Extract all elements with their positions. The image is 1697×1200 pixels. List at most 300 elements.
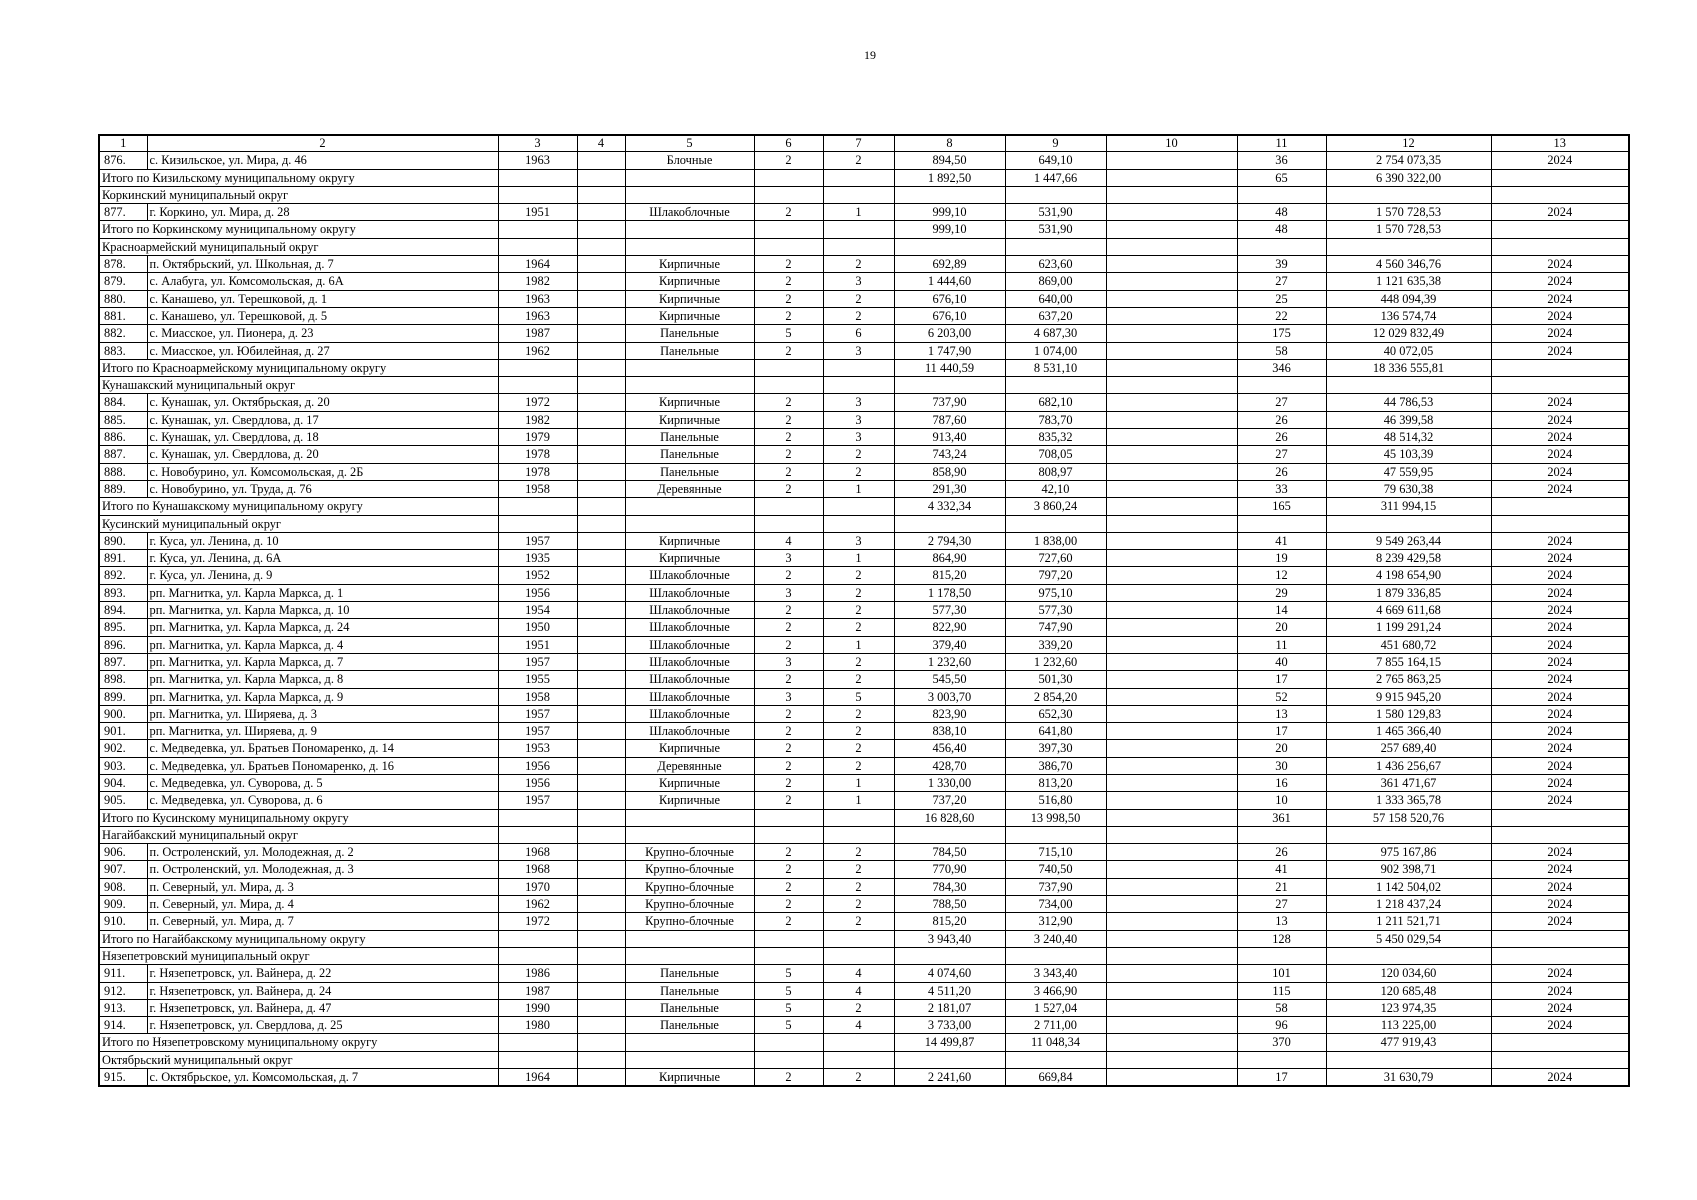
entrances: 2	[823, 619, 894, 636]
cost: 1 218 437,24	[1326, 896, 1491, 913]
wall-material: Кирпичные	[625, 394, 754, 411]
empty-cell	[894, 515, 1005, 532]
empty-cell	[1491, 186, 1629, 203]
total-area: 2 181,07	[894, 999, 1005, 1016]
entrances: 2	[823, 999, 894, 1016]
floors: 2	[754, 480, 823, 497]
residents: 29	[1237, 584, 1326, 601]
living-area: 397,30	[1005, 740, 1106, 757]
address: рп. Магнитка, ул. Карла Маркса, д. 10	[147, 602, 498, 619]
subtotal-value	[823, 1034, 894, 1051]
residents: 58	[1237, 999, 1326, 1016]
subtotal-value	[498, 498, 577, 515]
total-area: 913,40	[894, 429, 1005, 446]
subtotal-value	[823, 930, 894, 947]
floors: 2	[754, 290, 823, 307]
cost: 1 570 728,53	[1326, 204, 1491, 221]
entrances: 6	[823, 325, 894, 342]
table-row	[99, 896, 1629, 913]
column-number: 11	[1237, 135, 1326, 152]
row-number: 906.	[99, 844, 147, 861]
floors: 2	[754, 705, 823, 722]
col-4	[577, 792, 625, 809]
col-10	[1106, 844, 1237, 861]
table-row	[99, 723, 1629, 740]
row-number: 894.	[99, 602, 147, 619]
total-area: 1 232,60	[894, 653, 1005, 670]
living-area: 808,97	[1005, 463, 1106, 480]
year-built: 1968	[498, 844, 577, 861]
subtotal-value	[1106, 809, 1237, 826]
table-row	[99, 982, 1629, 999]
year-planned: 2024	[1491, 446, 1629, 463]
empty-cell	[1106, 186, 1237, 203]
subtotal-value	[1491, 1034, 1629, 1051]
year-built: 1990	[498, 999, 577, 1016]
table-row	[99, 619, 1629, 636]
empty-cell	[1326, 947, 1491, 964]
subtotal-value	[823, 809, 894, 826]
subtotal-value	[498, 930, 577, 947]
residents: 48	[1237, 204, 1326, 221]
total-area: 456,40	[894, 740, 1005, 757]
floors: 2	[754, 307, 823, 324]
col-4	[577, 1017, 625, 1034]
year-planned: 2024	[1491, 429, 1629, 446]
table-row	[99, 602, 1629, 619]
col-10	[1106, 913, 1237, 930]
address: п. Северный, ул. Мира, д. 4	[147, 896, 498, 913]
address: с. Кунашак, ул. Октябрьская, д. 20	[147, 394, 498, 411]
year-built: 1951	[498, 204, 577, 221]
living-area: 2 854,20	[1005, 688, 1106, 705]
living-area: 813,20	[1005, 774, 1106, 791]
entrances: 3	[823, 532, 894, 549]
entrances: 3	[823, 411, 894, 428]
empty-cell	[823, 186, 894, 203]
col-10	[1106, 705, 1237, 722]
wall-material: Кирпичные	[625, 273, 754, 290]
table-row	[99, 204, 1629, 221]
address: г. Нязепетровск, ул. Вайнера, д. 22	[147, 965, 498, 982]
floors: 3	[754, 550, 823, 567]
column-number-row	[99, 135, 1629, 152]
cost: 361 471,67	[1326, 774, 1491, 791]
col-10	[1106, 152, 1237, 169]
row-number: 899.	[99, 688, 147, 705]
col-10	[1106, 602, 1237, 619]
year-planned: 2024	[1491, 861, 1629, 878]
entrances: 2	[823, 671, 894, 688]
address: г. Нязепетровск, ул. Вайнера, д. 47	[147, 999, 498, 1016]
wall-material: Шлакоблочные	[625, 636, 754, 653]
entrances: 3	[823, 429, 894, 446]
entrances: 1	[823, 480, 894, 497]
wall-material: Крупно-блочные	[625, 913, 754, 930]
table-row	[99, 671, 1629, 688]
year-planned: 2024	[1491, 896, 1629, 913]
year-built: 1963	[498, 152, 577, 169]
empty-cell	[894, 238, 1005, 255]
floors: 2	[754, 792, 823, 809]
empty-cell	[1237, 515, 1326, 532]
subtotal-value: 57 158 520,76	[1326, 809, 1491, 826]
col-10	[1106, 325, 1237, 342]
empty-cell	[754, 826, 823, 843]
wall-material: Шлакоблочные	[625, 584, 754, 601]
row-number: 911.	[99, 965, 147, 982]
empty-cell	[625, 947, 754, 964]
address: с. Новобурино, ул. Комсомольская, д. 2Б	[147, 463, 498, 480]
table-row	[99, 152, 1629, 169]
address: п. Остроленский, ул. Молодежная, д. 2	[147, 844, 498, 861]
table-row	[99, 653, 1629, 670]
total-area: 743,24	[894, 446, 1005, 463]
year-planned: 2024	[1491, 463, 1629, 480]
empty-cell	[823, 1051, 894, 1068]
cost: 4 669 611,68	[1326, 602, 1491, 619]
empty-cell	[754, 186, 823, 203]
col-4	[577, 411, 625, 428]
subtotal-row	[99, 359, 1629, 376]
col-10	[1106, 619, 1237, 636]
floors: 5	[754, 1017, 823, 1034]
subtotal-label: Итого по Кунашакскому муниципальному округу	[99, 498, 498, 515]
empty-cell	[894, 1051, 1005, 1068]
entrances: 4	[823, 982, 894, 999]
table-row	[99, 861, 1629, 878]
table-row	[99, 740, 1629, 757]
row-number: 882.	[99, 325, 147, 342]
living-area: 386,70	[1005, 757, 1106, 774]
empty-cell	[1106, 238, 1237, 255]
living-area: 312,90	[1005, 913, 1106, 930]
floors: 2	[754, 913, 823, 930]
address: с. Кизильское, ул. Мира, д. 46	[147, 152, 498, 169]
district-name: Кунашакский муниципальный округ	[99, 377, 498, 394]
living-area: 783,70	[1005, 411, 1106, 428]
year-built: 1979	[498, 429, 577, 446]
empty-cell	[1491, 947, 1629, 964]
col-10	[1106, 723, 1237, 740]
empty-cell	[625, 186, 754, 203]
residents: 33	[1237, 480, 1326, 497]
cost: 113 225,00	[1326, 1017, 1491, 1034]
living-area: 637,20	[1005, 307, 1106, 324]
table-row	[99, 792, 1629, 809]
row-number: 897.	[99, 653, 147, 670]
wall-material: Кирпичные	[625, 1069, 754, 1087]
floors: 2	[754, 671, 823, 688]
entrances: 3	[823, 394, 894, 411]
col-10	[1106, 1017, 1237, 1034]
floors: 5	[754, 999, 823, 1016]
col-4	[577, 723, 625, 740]
row-number: 912.	[99, 982, 147, 999]
row-number: 878.	[99, 256, 147, 273]
residents: 27	[1237, 273, 1326, 290]
wall-material: Шлакоблочные	[625, 688, 754, 705]
year-built: 1952	[498, 567, 577, 584]
subtotal-value: 14 499,87	[894, 1034, 1005, 1051]
table-row	[99, 688, 1629, 705]
subtotal-value	[754, 930, 823, 947]
year-built: 1982	[498, 411, 577, 428]
col-4	[577, 653, 625, 670]
subtotal-value: 165	[1237, 498, 1326, 515]
entrances: 2	[823, 878, 894, 895]
subtotal-value: 531,90	[1005, 221, 1106, 238]
address: с. Алабуга, ул. Комсомольская, д. 6А	[147, 273, 498, 290]
floors: 2	[754, 602, 823, 619]
row-number: 903.	[99, 757, 147, 774]
living-area: 516,80	[1005, 792, 1106, 809]
cost: 46 399,58	[1326, 411, 1491, 428]
district-header-row	[99, 515, 1629, 532]
address: рп. Магнитка, ул. Карла Маркса, д. 24	[147, 619, 498, 636]
year-planned: 2024	[1491, 723, 1629, 740]
year-planned: 2024	[1491, 619, 1629, 636]
cost: 44 786,53	[1326, 394, 1491, 411]
col-10	[1106, 774, 1237, 791]
table-row	[99, 705, 1629, 722]
entrances: 1	[823, 550, 894, 567]
year-built: 1958	[498, 480, 577, 497]
empty-cell	[498, 826, 577, 843]
wall-material: Крупно-блочные	[625, 878, 754, 895]
col-4	[577, 688, 625, 705]
residents: 16	[1237, 774, 1326, 791]
residents: 27	[1237, 896, 1326, 913]
year-planned: 2024	[1491, 653, 1629, 670]
floors: 4	[754, 532, 823, 549]
living-area: 623,60	[1005, 256, 1106, 273]
year-built: 1957	[498, 792, 577, 809]
cost: 1 580 129,83	[1326, 705, 1491, 722]
empty-cell	[1237, 947, 1326, 964]
entrances: 2	[823, 896, 894, 913]
column-number: 7	[823, 135, 894, 152]
entrances: 2	[823, 740, 894, 757]
entrances: 2	[823, 256, 894, 273]
year-built: 1955	[498, 671, 577, 688]
wall-material: Панельные	[625, 965, 754, 982]
row-number: 913.	[99, 999, 147, 1016]
subtotal-value: 361	[1237, 809, 1326, 826]
column-number: 13	[1491, 135, 1629, 152]
year-planned: 2024	[1491, 411, 1629, 428]
year-built: 1957	[498, 653, 577, 670]
wall-material: Кирпичные	[625, 307, 754, 324]
empty-cell	[1106, 515, 1237, 532]
floors: 3	[754, 688, 823, 705]
address: с. Кунашак, ул. Свердлова, д. 17	[147, 411, 498, 428]
cost: 1 121 635,38	[1326, 273, 1491, 290]
floors: 2	[754, 723, 823, 740]
empty-cell	[754, 238, 823, 255]
total-area: 999,10	[894, 204, 1005, 221]
empty-cell	[498, 186, 577, 203]
row-number: 885.	[99, 411, 147, 428]
total-area: 577,30	[894, 602, 1005, 619]
row-number: 907.	[99, 861, 147, 878]
col-4	[577, 550, 625, 567]
wall-material: Крупно-блочные	[625, 844, 754, 861]
row-number: 891.	[99, 550, 147, 567]
year-planned: 2024	[1491, 705, 1629, 722]
col-10	[1106, 636, 1237, 653]
residents: 20	[1237, 740, 1326, 757]
row-number: 884.	[99, 394, 147, 411]
table-body	[99, 135, 1629, 1086]
col-10	[1106, 861, 1237, 878]
total-area: 676,10	[894, 290, 1005, 307]
empty-cell	[1326, 826, 1491, 843]
floors: 2	[754, 636, 823, 653]
table-row	[99, 446, 1629, 463]
col-10	[1106, 653, 1237, 670]
year-built: 1978	[498, 446, 577, 463]
subtotal-value	[498, 359, 577, 376]
residents: 19	[1237, 550, 1326, 567]
living-area: 531,90	[1005, 204, 1106, 221]
subtotal-value: 4 332,34	[894, 498, 1005, 515]
living-area: 3 343,40	[1005, 965, 1106, 982]
wall-material: Кирпичные	[625, 256, 754, 273]
district-header-row	[99, 377, 1629, 394]
empty-cell	[625, 515, 754, 532]
floors: 2	[754, 411, 823, 428]
subtotal-value: 65	[1237, 169, 1326, 186]
subtotal-value: 18 336 555,81	[1326, 359, 1491, 376]
empty-cell	[1491, 515, 1629, 532]
subtotal-value	[754, 169, 823, 186]
total-area: 545,50	[894, 671, 1005, 688]
col-4	[577, 913, 625, 930]
residents: 40	[1237, 653, 1326, 670]
empty-cell	[823, 515, 894, 532]
row-number: 898.	[99, 671, 147, 688]
address: с. Кунашак, ул. Свердлова, д. 18	[147, 429, 498, 446]
table-row	[99, 965, 1629, 982]
row-number: 904.	[99, 774, 147, 791]
row-number: 909.	[99, 896, 147, 913]
wall-material: Кирпичные	[625, 740, 754, 757]
subtotal-value	[577, 359, 625, 376]
column-number: 10	[1106, 135, 1237, 152]
entrances: 1	[823, 774, 894, 791]
table-row	[99, 878, 1629, 895]
col-4	[577, 204, 625, 221]
year-planned: 2024	[1491, 913, 1629, 930]
empty-cell	[1237, 238, 1326, 255]
empty-cell	[754, 1051, 823, 1068]
floors: 2	[754, 394, 823, 411]
subtotal-value	[1491, 359, 1629, 376]
address: с. Медведевка, ул. Братьев Пономаренко, д. 14	[147, 740, 498, 757]
table-row	[99, 290, 1629, 307]
cost: 47 559,95	[1326, 463, 1491, 480]
empty-cell	[625, 1051, 754, 1068]
subtotal-row	[99, 1034, 1629, 1051]
year-built: 1978	[498, 463, 577, 480]
subtotal-row	[99, 809, 1629, 826]
wall-material: Шлакоблочные	[625, 671, 754, 688]
entrances: 2	[823, 1069, 894, 1087]
district-header-row	[99, 238, 1629, 255]
residents: 21	[1237, 878, 1326, 895]
col-4	[577, 394, 625, 411]
row-number: 915.	[99, 1069, 147, 1087]
living-area: 640,00	[1005, 290, 1106, 307]
entrances: 2	[823, 567, 894, 584]
cost: 902 398,71	[1326, 861, 1491, 878]
col-4	[577, 602, 625, 619]
cost: 1 333 365,78	[1326, 792, 1491, 809]
subtotal-value	[1491, 498, 1629, 515]
living-area: 1 232,60	[1005, 653, 1106, 670]
address: с. Кунашак, ул. Свердлова, д. 20	[147, 446, 498, 463]
row-number: 900.	[99, 705, 147, 722]
living-area: 797,20	[1005, 567, 1106, 584]
residents: 22	[1237, 307, 1326, 324]
residents: 41	[1237, 532, 1326, 549]
residents: 20	[1237, 619, 1326, 636]
entrances: 2	[823, 913, 894, 930]
table-row	[99, 1069, 1629, 1087]
year-planned: 2024	[1491, 878, 1629, 895]
entrances: 2	[823, 152, 894, 169]
living-area: 4 687,30	[1005, 325, 1106, 342]
floors: 2	[754, 740, 823, 757]
col-4	[577, 325, 625, 342]
year-built: 1957	[498, 532, 577, 549]
floors: 2	[754, 273, 823, 290]
subtotal-value	[625, 359, 754, 376]
entrances: 3	[823, 273, 894, 290]
table-row	[99, 463, 1629, 480]
col-4	[577, 567, 625, 584]
entrances: 5	[823, 688, 894, 705]
table-row	[99, 273, 1629, 290]
year-planned: 2024	[1491, 844, 1629, 861]
col-4	[577, 896, 625, 913]
col-4	[577, 584, 625, 601]
cost: 448 094,39	[1326, 290, 1491, 307]
empty-cell	[823, 377, 894, 394]
wall-material: Кирпичные	[625, 411, 754, 428]
wall-material: Крупно-блочные	[625, 861, 754, 878]
col-10	[1106, 204, 1237, 221]
wall-material: Панельные	[625, 446, 754, 463]
address: рп. Магнитка, ул. Карла Маркса, д. 8	[147, 671, 498, 688]
empty-cell	[1005, 515, 1106, 532]
empty-cell	[1326, 186, 1491, 203]
cost: 975 167,86	[1326, 844, 1491, 861]
address: г. Куса, ул. Ленина, д. 9	[147, 567, 498, 584]
col-10	[1106, 878, 1237, 895]
year-planned: 2024	[1491, 999, 1629, 1016]
subtotal-label: Итого по Коркинскому муниципальному округу	[99, 221, 498, 238]
year-built: 1980	[498, 1017, 577, 1034]
col-4	[577, 273, 625, 290]
empty-cell	[498, 515, 577, 532]
year-planned: 2024	[1491, 325, 1629, 342]
row-number: 908.	[99, 878, 147, 895]
floors: 2	[754, 844, 823, 861]
address: г. Коркино, ул. Мира, д. 28	[147, 204, 498, 221]
table-row	[99, 913, 1629, 930]
